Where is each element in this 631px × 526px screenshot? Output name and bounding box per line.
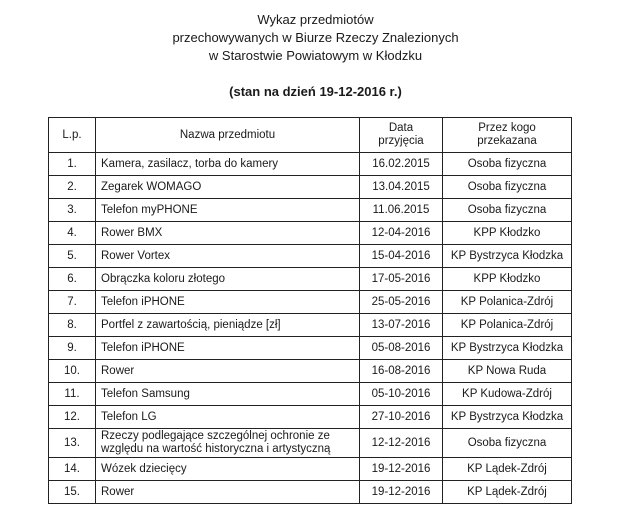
cell-who: Osoba fizyczna bbox=[443, 199, 572, 222]
table-row bbox=[49, 268, 572, 291]
cell-lp: 1. bbox=[49, 153, 96, 176]
cell-who: Osoba fizyczna bbox=[443, 153, 572, 176]
cell-lp: 14. bbox=[49, 458, 96, 481]
cell-date: 19-12-2016 bbox=[360, 481, 443, 504]
cell-date: 05-10-2016 bbox=[360, 383, 443, 406]
cell-date: 15-04-2016 bbox=[360, 245, 443, 268]
cell-who: KP Nowa Ruda bbox=[443, 360, 572, 383]
cell-date: 11.06.2015 bbox=[360, 199, 443, 222]
table-row bbox=[49, 360, 572, 383]
table-row bbox=[49, 176, 572, 199]
cell-who: KP Polanica-Zdrój bbox=[443, 291, 572, 314]
table-row bbox=[49, 291, 572, 314]
cell-name: Telefon iPHONE bbox=[96, 291, 360, 314]
table-row bbox=[49, 245, 572, 268]
document-title-line-1: Wykaz przedmiotów bbox=[257, 12, 374, 27]
table-row bbox=[49, 222, 572, 245]
cell-who: KP Bystrzyca Kłodzka bbox=[443, 245, 572, 268]
cell-name: Portfel z zawartością, pieniądze [zł] bbox=[96, 314, 360, 337]
column-header-who: Przez kogo przekazana bbox=[443, 118, 572, 153]
state-date: (stan na dzień 19-12-2016 r.) bbox=[229, 84, 402, 99]
table-row bbox=[49, 337, 572, 360]
cell-lp: 9. bbox=[49, 337, 96, 360]
cell-date: 16-08-2016 bbox=[360, 360, 443, 383]
cell-name: Wózek dziecięcy bbox=[96, 458, 360, 481]
cell-who: KPP Kłodzko bbox=[443, 268, 572, 291]
document-title-line-3: w Starostwie Powiatowym w Kłodzku bbox=[208, 48, 423, 63]
cell-lp: 5. bbox=[49, 245, 96, 268]
cell-lp: 2. bbox=[49, 176, 96, 199]
cell-lp: 6. bbox=[49, 268, 96, 291]
table-row bbox=[49, 406, 572, 429]
cell-lp: 3. bbox=[49, 199, 96, 222]
cell-date: 17-05-2016 bbox=[360, 268, 443, 291]
cell-date: 13-07-2016 bbox=[360, 314, 443, 337]
cell-who: KP Polanica-Zdrój bbox=[443, 314, 572, 337]
cell-name: Rower bbox=[96, 481, 360, 504]
table-header-row bbox=[49, 118, 572, 153]
cell-lp: 11. bbox=[49, 383, 96, 406]
cell-name: Zegarek WOMAGO bbox=[96, 176, 360, 199]
cell-name: Kamera, zasilacz, torba do kamery bbox=[96, 153, 360, 176]
cell-lp: 10. bbox=[49, 360, 96, 383]
cell-lp: 13. bbox=[49, 429, 96, 458]
cell-date: 27-10-2016 bbox=[360, 406, 443, 429]
cell-name: Telefon LG bbox=[96, 406, 360, 429]
cell-who: KPP Kłodzko bbox=[443, 222, 572, 245]
cell-name: Rower bbox=[96, 360, 360, 383]
cell-date: 13.04.2015 bbox=[360, 176, 443, 199]
cell-who: KP Kudowa-Zdrój bbox=[443, 383, 572, 406]
table-row bbox=[49, 383, 572, 406]
cell-name: Rower BMX bbox=[96, 222, 360, 245]
cell-name: Rower Vortex bbox=[96, 245, 360, 268]
cell-lp: 7. bbox=[49, 291, 96, 314]
column-header-lp: L.p. bbox=[49, 118, 96, 153]
table-row bbox=[49, 458, 572, 481]
column-header-date: Data przyjęcia bbox=[360, 118, 443, 153]
cell-date: 19-12-2016 bbox=[360, 458, 443, 481]
cell-who: KP Lądek-Zdrój bbox=[443, 481, 572, 504]
table-row bbox=[49, 481, 572, 504]
cell-name: Rzeczy podlegające szczególnej ochronie ze względu na wartość historyczna i artystyczną bbox=[96, 429, 360, 458]
cell-date: 16.02.2015 bbox=[360, 153, 443, 176]
cell-who: KP Bystrzyca Kłodzka bbox=[443, 406, 572, 429]
cell-name: Telefon Samsung bbox=[96, 383, 360, 406]
cell-name: Telefon myPHONE bbox=[96, 199, 360, 222]
table-row bbox=[49, 429, 572, 458]
cell-date: 12-04-2016 bbox=[360, 222, 443, 245]
cell-lp: 4. bbox=[49, 222, 96, 245]
cell-date: 05-08-2016 bbox=[360, 337, 443, 360]
column-header-name: Nazwa przedmiotu bbox=[96, 118, 360, 153]
table-row bbox=[49, 153, 572, 176]
cell-who: KP Bystrzyca Kłodzka bbox=[443, 337, 572, 360]
items-table bbox=[48, 117, 572, 504]
cell-name: Telefon iPHONE bbox=[96, 337, 360, 360]
cell-lp: 8. bbox=[49, 314, 96, 337]
cell-lp: 15. bbox=[49, 481, 96, 504]
cell-name: Obrączka koloru złotego bbox=[96, 268, 360, 291]
cell-who: KP Lądek-Zdrój bbox=[443, 458, 572, 481]
cell-who: Osoba fizyczna bbox=[443, 429, 572, 458]
table-row bbox=[49, 314, 572, 337]
document-title-line-2: przechowywanych w Biurze Rzeczy Znalezionych bbox=[172, 30, 459, 45]
cell-lp: 12. bbox=[49, 406, 96, 429]
cell-who: Osoba fizyczna bbox=[443, 176, 572, 199]
cell-date: 12-12-2016 bbox=[360, 429, 443, 458]
table-row bbox=[49, 199, 572, 222]
cell-date: 25-05-2016 bbox=[360, 291, 443, 314]
